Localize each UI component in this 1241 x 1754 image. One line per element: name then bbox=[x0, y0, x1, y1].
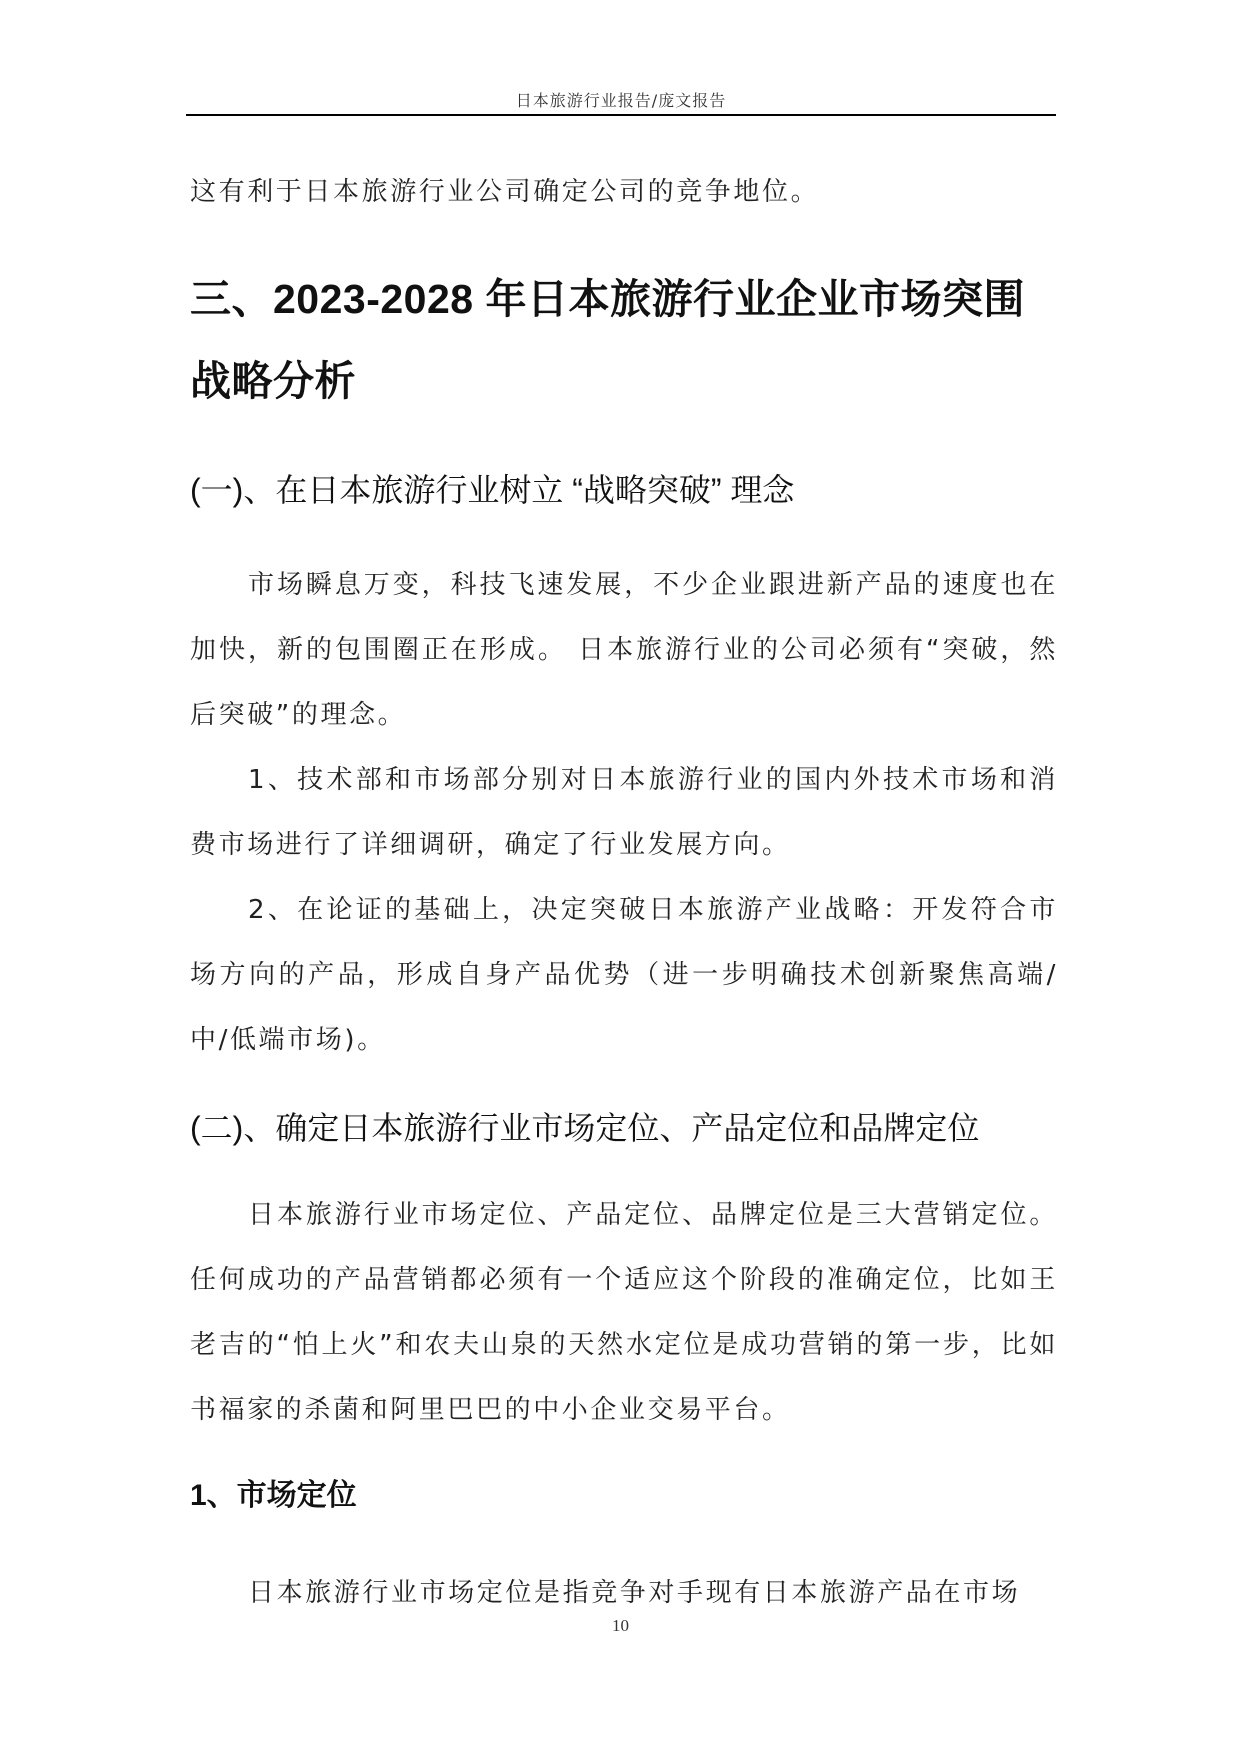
header-rule bbox=[186, 114, 1056, 116]
section1-paragraph-2: 1、技术部和市场部分别对日本旅游行业的国内外技术市场和消费市场进行了详细调研，确定了行业发展方向。 bbox=[190, 765, 1058, 860]
subsection1-paragraph-1: 日本旅游行业市场定位是指竞争对手现有日本旅游产品在市场 bbox=[248, 1578, 1021, 1608]
section-heading-2: (二)、确定日本旅游行业市场定位、产品定位和品牌定位 bbox=[190, 1110, 980, 1146]
running-header: 日本旅游行业报告/庞文报告 bbox=[515, 91, 727, 110]
section2-paragraph-1: 日本旅游行业市场定位、产品定位、品牌定位是三大营销定位。任何成功的产品营销都必须有一个适应这个阶段的准确定位，比如王老吉的“怕上火”和农夫山泉的天然水定位是成功营销的第一步，比如书福家的杀菌和阿里巴巴的中小企业交易平台。 bbox=[190, 1200, 1058, 1425]
section1-paragraph-3: 2、在论证的基础上，决定突破日本旅游产业战略：开发符合市场方向的产品，形成自身产品优势（进一步明确技术创新聚焦高端/中/低端市场)。 bbox=[190, 895, 1058, 1055]
section-heading-1: (一)、在日本旅游行业树立 “战略突破” 理念 bbox=[190, 472, 795, 508]
subsection-heading-1: 1、市场定位 bbox=[190, 1479, 357, 1512]
chapter-title: 三、2023-2028 年日本旅游行业企业市场突围战略分析 bbox=[190, 276, 1025, 404]
page-number: 10 bbox=[612, 1616, 629, 1635]
intro-paragraph: 这有利于日本旅游行业公司确定公司的竞争地位。 bbox=[190, 177, 820, 207]
page-content bbox=[190, 160, 1058, 1626]
section1-paragraph-1: 市场瞬息万变，科技飞速发展，不少企业跟进新产品的速度也在加快，新的包围圈正在形成。 日本旅游行业的公司必须有“突破，然后突破”的理念。 bbox=[190, 570, 1058, 730]
